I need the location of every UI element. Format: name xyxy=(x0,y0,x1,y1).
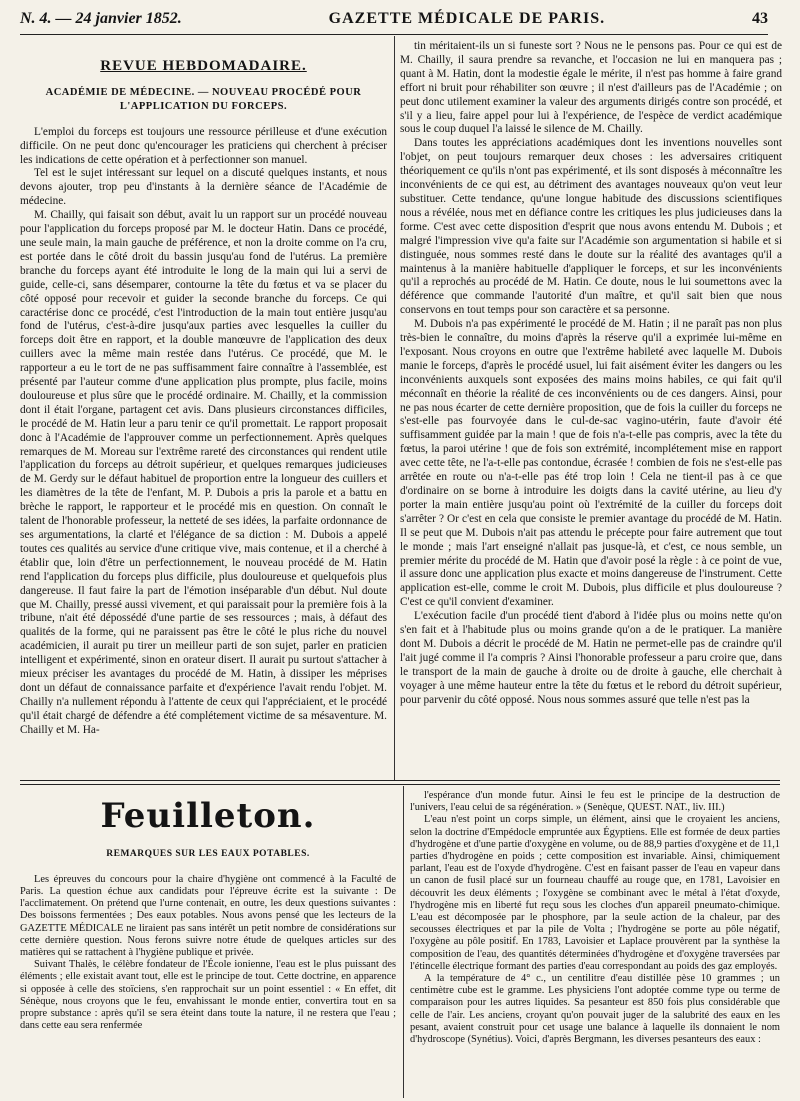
paragraph: A la température de 4° c., un centilitre d'eau distillée pèse 10 grammes ; un centimètre cube est le gramme. Les physiciens l'ont adoptée comme type ou terme de comparaison pour les autres liquides. Sa pesanteur est 850 fois plus considérable que celle de l'air. Les anciens, croyant qu'on pouvait juger de la salubrité des eaux en les pesant, avaient construit pour cet usage une balance à laquelle ils donnaient le nom d'hydroscope (Synétius). Voici, d'après Bergmann, les diverses pesanteurs des eaux : xyxy=(410,973,780,1046)
running-header xyxy=(20,10,768,35)
journal-title: GAZETTE MÉDICALE DE PARIS. xyxy=(328,10,606,27)
revue-subhead: ACADÉMIE DE MÉDECINE. — NOUVEAU PROCÉDÉ POUR L'APPLICATION DU FORCEPS. xyxy=(45,86,362,112)
revue-left-column xyxy=(20,40,387,780)
paragraph: l'espérance d'un monde futur. Ainsi le feu est le principe de la destruction de l'univers, l'eau celui de sa régénération. » (Senèque, QUEST. NAT., liv. III.) xyxy=(410,790,780,814)
feuilleton-right-column xyxy=(410,790,780,1096)
issue-date: N. 4. — 24 janvier 1852. xyxy=(20,10,182,27)
page-number: 43 xyxy=(751,10,768,27)
feuilleton-title: Feuilleton. xyxy=(100,796,316,836)
paragraph: L'eau n'est point un corps simple, un élément, ainsi que le croyaient les anciens, selon la doctrine d'Empédocle empruntée aux Égyptiens. Elle est formée de deux parties d'hydrogène et d'une partie d'oxygène en volume, ou de 88,9 parties d'oxygène et de 11,1 parties d'hydrogène en poids ; cette composition est invariable. Ainsi, chimiquement parlant, l'eau est de l'oxyde d'hydrogène. C'est en faisant passer de l'eau en vapeur dans un canon de fusil placé sur un fourneau chauffé au rouge que, en 1781, Lavoisier en découvrit les deux éléments ; l'oxygène se combinant avec le métal à l'état d'oxyde, l'hydrogène mis en liberté fut reçu sous les cloches d'un appareil pneumato-chimique. L'eau est décomposée par le phosphore, par la seule action de la chaleur, par des secousses électriques et par la pile de Volta ; l'hydrogène se porte au pôle négatif, l'oxygène au pôle positif. En 1783, Lavoisier et Laplace prouvèrent par la synthèse la composition de l'eau, des quantités déterminées d'hydrogène et d'oxygène traversées par l'étincelle électrique formant des parties d'eau correspondant au poids des gaz employés. xyxy=(410,814,780,972)
paragraph: M. Chailly, qui faisait son début, avait lu un rapport sur un procédé nouveau pour l'application du forceps proposé par M. le docteur Hatin. Dans ce procédé, une seule main, la main gauche de préférence, et non la droite comme on l'a cru, est portée dans le côté droit du bassin jusqu'au fond de l'utérus. La première branche du forceps ayant été introduite le long de la main qui lui a servi de guide, celle-ci, sans désemparer, contourne la tête du fœtus et va se placer du côté opposé pour recevoir et guider la seconde branche du forceps. Ce qui caractérise donc ce procédé, c'est l'introduction de la main tout entière jusqu'au fond de l'utérus, c'est-à-dire jusqu'aux parties avec lesquelles la cuiller du forceps doit être en rapport, et la double manœuvre de l'application des deux cuillers avec la même main restée dans l'utérus. Ce procédé, que M. le rapporteur a eu le tort de ne pas suffisamment faire connaître à l'assemblée, est présenté par l'auteur comme d'une application plus prompte, plus facile, moins douloureuse et plus sûre que le procédé ordinaire. M. Chailly, et la commission dont il était l'organe, partagent cet avis. Dans plusieurs circonstances difficiles, le procédé de M. Hatin leur a paru tenir ce qu'il promettait. Le rapport proposait donc à l'Académie de l'approuver comme un perfectionnement. Après quelques remarques de M. Moreau sur l'extrême rareté des circonstances qui rendent utile l'application du forceps au détroit supérieur, et quelques remarques judicieuses de M. Gerdy sur le défaut habituel de proportion entre la longueur des cuillers et les diamètres de la tête de l'enfant, M. P. Dubois a pris la parole et a battu en brèche le rapport, le rapporteur et le procédé mis en question. On connaît le talent de l'honorable professeur, la netteté de ses idées, la parfaite ordonnance de ses argumentations, la clarté et l'élégance de sa diction : M. Dubois a appelé toutes ces qualités au service d'une critique vive, mais contenue, et il a cherché à établir que, loin d'être un perfectionnement, le nouveau procédé de M. Hatin rend l'application du forceps plus difficile, plus douloureuse et quelquefois plus dangereuse. Il faut faire la part de l'émotion inséparable d'un début. Nul doute que M. Chailly, pressé aussi vivement, et qui paraissait pour la première fois à la tribune, n'ait été dépossédé d'une partie de ses ressources ; mais, à défaut des qualités de la forme, qui ne paraissent pas être le côté le plus riche du nouvel académicien, il aurait pu tirer un meilleur parti de son sujet, parler en praticien intelligent et expérimenté, sinon en orateur disert. Il aurait pu surtout s'attacher à mieux préciser les avantages du procédé de M. Hatin, à dissiper les méprises dont un défaut de connaissance parfaite et d'expérience l'avait rendu l'objet. M. Chailly n'a nullement répondu à l'attente de ceux qui l'appréciaient, et le procédé qu'il était chargé de défendre a été complétement victime de sa mésaventure. M. Chailly et M. Ha- xyxy=(20,209,387,736)
paragraph: Les épreuves du concours pour la chaire d'hygiène ont commencé à la Faculté de Paris. La question échue aux candidats pour l'épreuve écrite est la suivante : De l'acclimatement. On prétend que l'urne contenait, en outre, les deux questions suivantes : Des boissons fermentées ; Des eaux potables. Nous avons pensé que les lecteurs de la GAZETTE MÉDICALE ne liraient pas sans intérêt un petit nombre de considérations sur cette dernière question. Nous ferons suivre notre étude de quelques articles sur des matières qui se rattachent à l'hygiène publique et privée. xyxy=(20,873,396,959)
column-divider xyxy=(394,36,395,780)
paragraph: Suivant Thalès, le célèbre fondateur de l'École ionienne, l'eau est le plus puissant des éléments ; elle existait avant tout, elle est le principe de tout. Cette doctrine, en apparence si opposée à celle des stoïciens, s'en rapprochait sur un point essentiel : « En effet, dit Sénèque, nous croyons que le feu, envahissant le monde entier, convertira tout en sa propre substance : après qu'il se sera éteint dans toute la nature, il ne restera que l'eau ; dans cette eau sera renfermée xyxy=(20,959,396,1032)
paragraph: tin méritaient-ils un si funeste sort ? Nous ne le pensons pas. Pour ce qui est de M. Chailly, il saura prendre sa revanche, et l'occasion ne lui en manquera pas ; quant à M. Hatin, dont la modestie égale le mérite, il n'est pas homme à faire grand effort ni bruit pour réhabiliter son œuvre ; il n'est d'ailleurs pas de l'Académie ; on peut donc utilement examiner la valeur des arguments dirigés contre son procédé, et s'il y a lieu, faire appel pour lui à l'expérience, de l'espèce de verdict académique sous le coup duquel l'a laissé le silence de M. Chailly. xyxy=(400,40,782,136)
feuilleton-left-body xyxy=(20,874,396,1033)
feuilleton-right-body xyxy=(410,790,780,1046)
paragraph: Tel est le sujet intéressant sur lequel on a discuté quelques instants, et nous devons ajouter, trop peu d'instants à la dernière séance de l'Académie de médecine. xyxy=(20,167,387,208)
paragraph: L'exécution facile d'un procédé tient d'abord à l'idée plus ou moins nette qu'on s'en fait et à l'habitude plus ou moins grande qu'on a de le pratiquer. La manière dont M. Dubois a décrit le procédé de M. Hatin ne permet-elle pas de craindre qu'il l'ait jugé comme il l'a compris ? Ainsi l'honorable professeur a paru croire que, dans le transport de la main de gauche à droite ou de droite à gauche, elle cherchait à voyager à une même hauteur entre la tête du fœtus et le rebord du détroit supérieur, pour parvenir du côté opposé. Nous nous sommes assuré que telle n'est pas la xyxy=(400,610,782,706)
feuilleton-column-divider xyxy=(403,786,404,1098)
revue-left-body xyxy=(20,126,387,738)
revue-right-column xyxy=(400,40,782,780)
revue-right-body xyxy=(400,40,782,708)
paragraph: M. Dubois n'a pas expérimenté le procédé de M. Hatin ; il ne paraît pas non plus très-bien le connaître, du moins d'après la réserve qu'il a exprimée lui-même en l'exposant. Nous croyons en outre que l'extrême habileté avec laquelle M. Dubois manie le forceps, d'après le procédé usuel, lui fait aisément éviter les dangers ou les inconvénients auxquels sont exposées des mains moins habiles, ce qui fait qu'il méconnaît en théorie la réalité de ces inconvénients ou de ces dangers. Ainsi, pour ne pas nous écarter de cette dernière proposition, que de fois la cuiller du forceps ne s'est-elle pas fourvoyée dans le cul-de-sac vagino-utérin, faute d'avoir été suffisamment guidée par la main ! que de fois n'a-t-elle pas compris, avec la tête du fœtus, la paroi utérine ! que de fois son extrémité, incomplétement mise en rapport avec cette tête, ne l'a-t-elle pas contondue, écrasée ! combien de fois ne s'est-elle pas arrêtée en route ou n'a-t-elle pas été trop loin ! Cela ne tient-il pas à ce que d'ordinaire on se borne à introduire les doigts dans la cavité utérine, au lieu d'y porter la main entière jusqu'au point où l'extrémité de la cuiller du forceps doit s'arrêter ? Or c'est en cela que consiste le premier avantage du procédé de M. Hatin. Il se peut que M. Dubois n'ait pas attendu le précepte pour faire autrement que tout le monde ; mais l'art enseigné n'allait pas jusque-là, et c'est, ce nous semble, un premier mérite du procédé de M. Hatin que d'avoir posé la règle : à ce point de vue, il assure donc une application plus exacte et moins dangereuse de l'instrument. Cette application est-elle, comme le croit M. Dubois, plus difficile et plus douloureuse ? C'est ce qu'il convient d'examiner. xyxy=(400,318,782,609)
feuilleton-left-column xyxy=(20,790,396,1096)
paragraph: L'emploi du forceps est toujours une ressource périlleuse et d'une exécution difficile. On ne peut donc qu'encourager les praticiens qui cherchent à préciser les indications de cette opération et à perfectionner son manuel. xyxy=(20,125,387,166)
feuilleton-subhead: REMARQUES SUR LES EAUX POTABLES. xyxy=(106,848,310,859)
feuilleton-divider xyxy=(20,780,780,785)
paragraph: Dans toutes les appréciations académiques dont les inventions nouvelles sont l'objet, on peut toujours remarquer deux choses : les adversaires critiquent théoriquement ce qu'ils n'ont pas expérimenté, et ils sont disposés à méconnaître les inconvénients de ce qui est, au détriment des avantages nouveaux qu'on veut leur substituer. Cette tendance, qu'une longue habitude des discussions scientifiques nous a révélée, nous met en défiance contre les critiques les plus judicieuses dans la forme. C'est avec cette disposition d'esprit que nous avons entendu M. Dubois ; et malgré l'impression vive qu'a faite sur l'Académie son argumentation si habile et si distinguée, nous sommes resté dans le doute sur la réalité des avantages qu'il a maintenus à la manière habituelle d'appliquer le forceps, et sur les inconvénients qu'il a reprochés au procédé de M. Hatin. Ce doute, nous le lui soumettons avec la déférence que commande l'autorité d'un maître, et qu'il sait bien que nous conservons en tout temps pour son caractère et sa personne. xyxy=(400,137,782,317)
revue-title: REVUE HEBDOMADAIRE. xyxy=(100,58,307,74)
